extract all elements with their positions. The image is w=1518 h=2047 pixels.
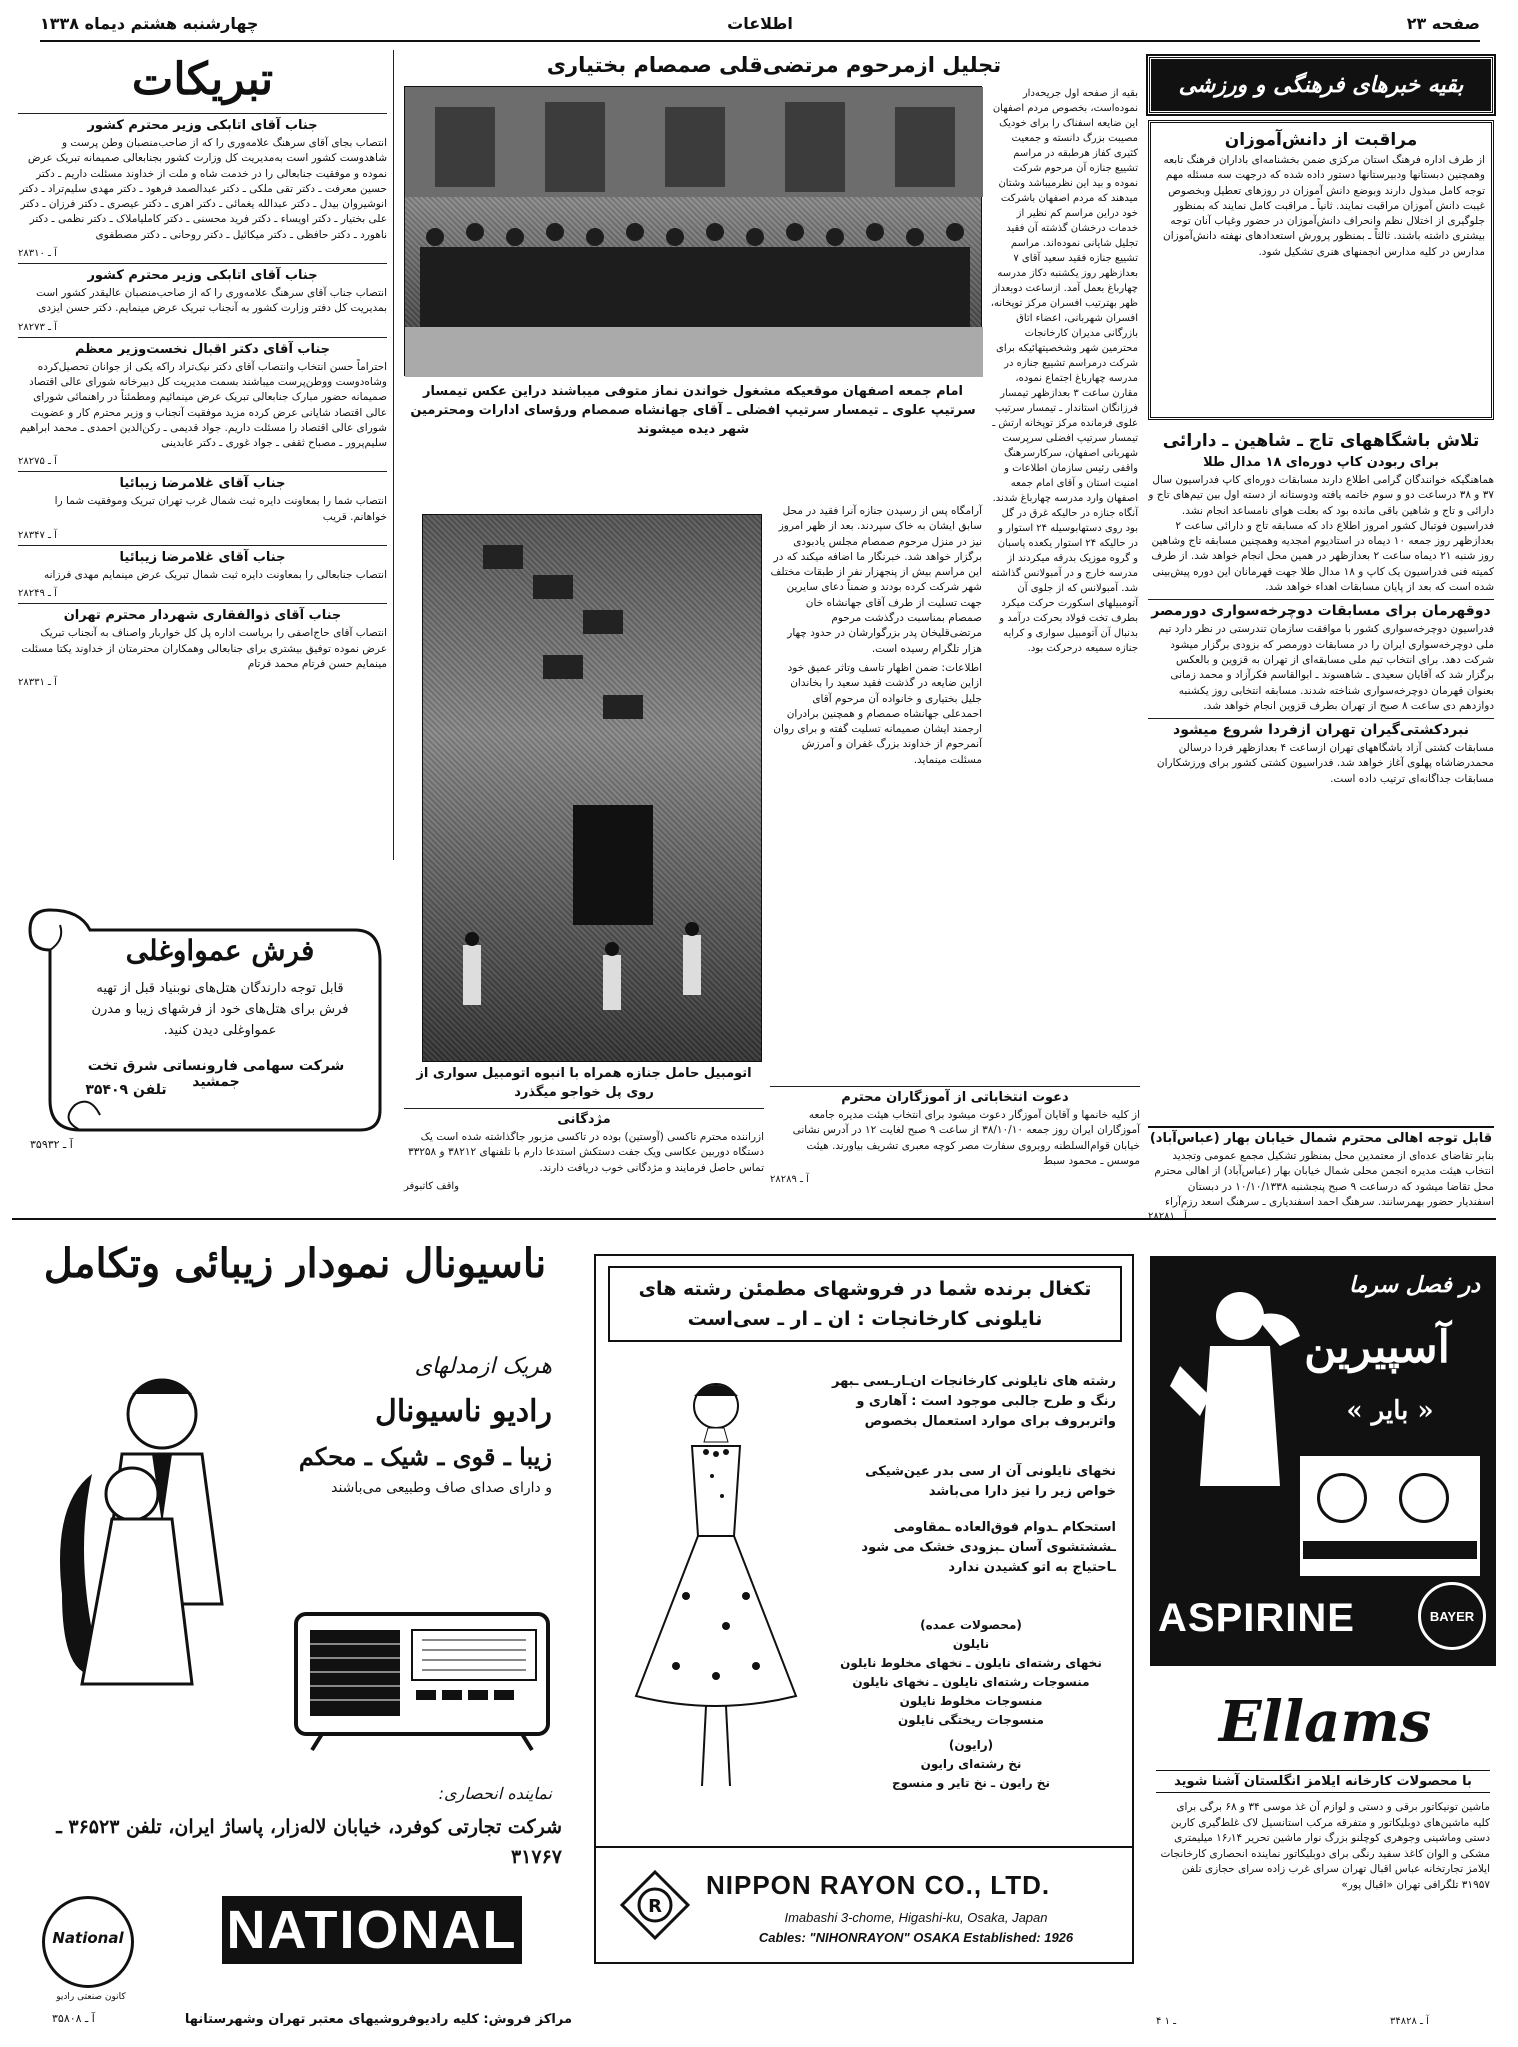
ellams-code-left: ۴ ـ ۱ <box>1156 2016 1177 2027</box>
list-item: منسوجات رشته‌ای نایلون ـ نخهای نایلون <box>852 1675 1090 1689</box>
funeral-photo-2-caption: اتومبیل حامل جنازه همراه با انبوه اتومبیل سواری از روی پل خواجو میگذرد <box>416 1066 752 1100</box>
nippon-cables: Cables: "NIHONRAYON" OSAKA Established: 1926 <box>758 1930 1074 1945</box>
national-headline: ناسیونال نمودار زیبائی وتکامل <box>43 1240 547 1287</box>
aspirin-brand: ASPIRINE <box>1158 1596 1355 1640</box>
list-item: نخ رایون ـ نخ تایر و منسوج <box>892 1776 1050 1790</box>
congrats-item: جناب آقای اتابکی وزیر محترم کشور انتصاب جناب آقای سرهنگ علامه‌وری را که از صاحب‌منصبان عالیقدر کشور است بمدیریت کل دفتر وزارت کشور به آنجناب تبریک عرض مینمایم. دکتر حسن ایزدی آ ـ ۲۸۲۷۳ <box>18 268 387 333</box>
aspirin-ad <box>1150 1256 1496 1666</box>
aspirin-season: در فصل سرما <box>1348 1272 1480 1298</box>
national-code: آ ـ ۳۵۸۰۸ <box>52 2012 95 2025</box>
national-logo-sub: کانون صنعتی رادیو <box>56 1992 126 2002</box>
nippon-p2: نخهای نایلونی آن ار سی بدر عین‌شیکی خواص زیر را نیز دارا می‌باشد <box>865 1464 1116 1499</box>
national-line4: و دارای صدای صاف وطبیعی می‌باشند <box>331 1480 552 1496</box>
congrats-column <box>12 50 394 860</box>
list-item: نخ رشته‌ای رایون <box>920 1757 1022 1771</box>
crowd-illustration <box>405 87 983 377</box>
culture-sports-column: تلاش باشگاههای تاج ـ شاهین ـ دارائی برای ربودن کاپ دوره‌ای ۱۸ مدال طلا هماهنگیکه خوانندگان گرامی اطلاع دارند مسابقات دوره‌ای کاپ فدراسیون سال ۳۷ و ۳۸ درساعت دو و سوم خاتمه یافته ودوستانه از دسته اول بین تیم‌های تاج و دارائی و تاج و شاهین باقی مانده بود که بعلت هوای نامساعد انجام نشد. فدراسیون فوتبال کشور امروز اطلاع داد که مسابقه تاج و دارائی ساعت ۲ بعدازظهر روز جمعه ۱۰ دیماه در استادیوم امجدیه وهمچنین مسابقه تاج وشاهین روز شنبه ۲۱ دیماه ساعت ۲ بعدازظهر در همین محل انجام خواهد شد. از طرف کمیته فنی فدراسیون یک کاپ و ۱۸ مدال طلا جهت قهرمانان این دوره پیش‌بینی شده است که بعد از پایان مسابقات اهداء خواهد شد. دوقهرمان برای مسابقات دوچرخه‌سواری دورمصر فدراسیون دوچرخه‌سواری کشور با موافقت سازمان تندرستی در نظر دارد تیم ملی دوچرخه‌سواری ایران را در مسابقات دورمصر که بزودی برگزار میشود شرکت دهد. برای انتخاب تیم ملی مسابقه‌ای از تهران به قزوین و بالعکس برگزار شد که آقایان سعیدی ـ شاهسوند ـ ابوالقاسم فکرآزاد و محمد زمانی بعنوان قهرمان دوچرخه‌سواری شناخته شدند. مسابقه انتخابی روز یکشنبه دوازدهم دی ساعت ۸ صبح از تهران بطرف قزوین انجام خواهد شد. نبردکشتی‌گیران تهران ازفردا شروع میشود مسابقات کشتی آزاد باشگاههای تهران ازساعت ۴ بعدازظهر فردا درسالن محمدرضاشاه پهلوی آغاز خواهد شد. فدراسیون کشتی کشور برای ورزشکاران مسابقات جداگانه‌ای ترتیب داده است. <box>1148 431 1494 785</box>
nippon-company: NIPPON RAYON CO., LTD. <box>706 1870 1051 1900</box>
election-notice: دعوت انتخاباتی از آموزگاران محترم از کلیه خانمها و آقایان آموزگار دعوت میشود برای انتخاب هیئت مدیره جامعه آموزگاران ایران روز جمعه ۳۸/۱۰/۱۰ از ساعت ۹ صبح لغایت ۱۲ در آدرس نشانی خیابان قوام‌السلطنه روبروی سفارت مصر کوچه معبری تشریف بیاورند. هیئت موسس ـ محمود سبط آ ـ ۲۸۲۸۹ <box>770 1086 1140 1210</box>
aspirin-bayer: « بایر » <box>1346 1396 1434 1426</box>
nippon-products <box>826 1616 1116 1793</box>
congrats-item: جناب آقای اتابکی وزیر محترم کشور انتصاب بجای آقای سرهنگ علامه‌وری را که از صاحب‌منصبان وطن پرست و شاهدوست کشور است به‌مدیریت کل وزارت کشور بجنابعالی صمیمانه تبریک عرض نموده و موفقیت جنابعالی را در خدمت شاه و ملت از خداوند مسئلت داریم ـ دکتر حسین معرفت ـ دکتر تقی ملکی ـ دکتر عبدالصمد فرهود ـ دکتر مهدی سلیم‌تراد ـ دکتر انوشیروان بیدل ـ دکتر عبدالله یغمائی ـ دکتر اهری ـ دکتر عیصری ـ دکتر فرزان ـ دکتر علی بختیار ـ دکتر اویساء ـ دکتر فرید محسنی ـ دکتر کاملیاملاک ـ دکتر نظمی ـ دکتر ناهورد ـ دکتر حافظی ـ دکتر میکائیل ـ دکتر روحانی ـ دکتر مصطفوی آ ـ ۲۸۳۱۰ <box>18 118 387 260</box>
list-item: منسوجات مخلوط نایلون <box>899 1694 1043 1708</box>
svg-text:R: R <box>648 1896 662 1917</box>
national-dealers: مراکز فروش: کلیه رادیوفروشیهای معتبر تهران وشهرستانها <box>184 2012 572 2027</box>
nippon-rayon-heading: (رایون) <box>948 1738 994 1752</box>
funeral-headline: تجلیل ازمرحوم مرتضی‌قلی صمصام بختیاری <box>546 53 1002 77</box>
carpet-ad-code: آ ـ ۳۵۹۳۲ <box>30 1138 73 1151</box>
nippon-headline: تکغال برنده شما در فروشهای مطمئن رشته های نایلونی کارخانجات : ان ـ ار ـ سی‌است <box>608 1266 1122 1342</box>
nippon-intro: رشته های نایلونی کارخانجات ان‌ـار‌ـسی ‌ـبهر رنگ و طرح جالبی موجود است : آهاری و واتربروف برای موارد استعمال بخصوص <box>831 1374 1116 1429</box>
funeral-side-text: بقیه از صفحه اول جریحه‌دار نموده‌است، بخصوص مردم اصفهان این ضایعه اسفناک را برای خودیک مصیبت بزرگ دانسته و جمعیت کثیری کفاز هرطبقه در مراسم تشییع جنازه آن مرحوم شرکت نموده و بید این نظرمیباشد وشتان میدهند که مردم اصفهان باشرکت خود دراین مراسم کم نظیر از خدمات درخشان گذشته آن فقید تجلیل شایانی نموده‌اند. مراسم تشییع جنازه فقید سعید آقای ۷ بعدازظهر روز یکشنبه دکاز مدرسه چهارباغ بعمل آمد. ازساعت دوبعداز ظهر بهترتیب افسران مرکز توپخانه، افسران شهربانی، اعضاء اتاق بازرگانی مدیران کارخانجات محترمین شهر وشخصیتهائیکه برای شرکت درمراسم تشییع جنازه در مدرسه چهارباغ اجتماع نموده، مقارن ساعت ۳ بعدازظهر تیمسار فرزانگان استاندار ـ تیمسار سرتیپ علوی فرمانده مرکز توپخانه ارتش ـ تیمسار سرتیپ افضلی سرپرست شهربانی اصفهان، سرکارسرهنگ واقفی رئیس سازمان اطلاعات و امنیت استان و آقای امام جمعه اصفهان وارد مدرسه چهارباغ شدند. آنگاه جنازه در حالیکه غرق در گل بود روی دستهابوسیله ۲۴ استوار و در حالیکه ۲۴ استوار یکعده پاسبان و گروه موزیک بدرقه میکردند از مدرسه خارج و در آمبولانس گذاشته شد. آمبولانس که از جلوی آن آتومبیلهای اسکورت حرکت میکرد بطرف تخت فولاد بحرکت درآمد و بدنبال آن آتومبیل سواری و کرایه جنازه سمیعه درحرکت بود. <box>990 88 1138 654</box>
ellams-body: ماشین تونیکاتور برقی و دستی و لوازم آن غذ موسی ۳۴ و ۶۸ برگی برای کلیه ماشین‌های دوبلیکاتور و متفرقه مرکب استانسیل لاک غلط‌گیری کاربن دستی وماشینی وجوهری کوچلنو بزرگ نوار ماشین تحریر ۱۶٫۱۴ میلیمتری مشکی و الوان کاغذ سفید ‌رنگی برای دوبلیکاتور نماینده انحصاری کارخانجات ایلامز تجارتخانه عباس اقبال تهران سرای غرب زاده سرای حجازی تلفن ۳۱۹۵۷ تلگرافی تهران «اقبال پور» <box>1160 1801 1490 1891</box>
funeral-mid-text: آرامگاه پس از رسیدن جنازه آنرا فقید در محل سابق ایشان به خاک سپردند. بعد از ظهر امروز نیز در منزل مرحوم صمصام مجلس یادبودی برگزار خواهد شد. خبرنگار ما اضافه میکند که در این مراسم بیش از پنجهزار نفر از طبقات مختلف شهر شرکت کرده بودند و ضمناً دعای سایرین جهت تسلیت از طرف آقای جهانشاه خان صمصام بمناسبت درگذشت مرحوم مرتضی‌قلیخان پدر بزرگوارشان در حدود چهار هزار تلگرام رسیده است. اطلاعات: ضمن اظهار تاسف وتاثر عمیق خود ازاین ضایعه در گذشت فقید سعید را بخاندان جلیل بختیاری و خانواده آن مرحوم آقای احمدعلی جهانشاه صمصام و همچنین برادران ارجمند ایشان صمیمانه تسلیت گفته و برای روان آنمرحوم از خداوند بزرگ غفران و آمرزش مسئلت مینماید. <box>770 505 982 766</box>
carpet-ad-body: قابل توجه دارندگان هتل‌های نوبنیاد قبل از تهیه فرش برای هتل‌های خود از فرشهای زیبا و مدرن عمواوغلی دیدن کنید. <box>91 981 349 1038</box>
aspirin-name: آسپیرین <box>1304 1322 1450 1373</box>
package-stripe <box>1303 1541 1477 1559</box>
list-item: نخهای رشته‌ای نایلون ـ نخهای مخلوط نایلون <box>840 1656 1102 1670</box>
funeral-photo-1-caption: امام جمعه اصفهان موقعیکه مشغول خواندن نماز متوفی میباشند دراین عکس تیمسار سرتیپ علوی ـ تیمسار سرتیپ افضلی ـ آقای جهانشاه صمصام ورؤسای ادارات ومحترمین شهر دیده میشوند <box>410 384 976 437</box>
national-rep: نماینده انحصاری: <box>438 1784 552 1803</box>
couple-illustration <box>52 1344 282 1704</box>
carpet-ad-company: شرکت سهامی فارونساتی شرق تخت جمشید <box>87 1058 345 1090</box>
nippon-address: Imabashi 3-chome, Higashi-ku, Osaka, Japan <box>784 1910 1048 1925</box>
paper-name: اطلاعات <box>727 14 793 33</box>
dress-model-illustration <box>616 1366 816 1806</box>
section-divider <box>12 1218 1496 1220</box>
page-number: صفحه ۲۳ <box>1406 14 1480 33</box>
neighborhood-notice: قابل توجه اهالی محترم شمال خیابان بهار (عباس‌آباد) بنابر تقاضای عده‌ای از معتمدین محل بمنظور تشکیل مجمع عمومی وتجدید انتخاب هیئت مدیره انجمن محلی شمال خیابان بهار (عباس‌آباد) از اهالی محترم محل تقاضا میشود که درساعت ۹ صبح پنجشنبه ۱۰/۱۰/۱۳۳۸ در دبستان اسفندیار حضور بهمرسانند. سرهنگ احمد اسفندیاری ـ سرهنگ اسعد رزم‌آراء آ ـ ۲۸۲۸۱ <box>1148 1126 1494 1216</box>
lost-notice: مژدگانی ازراننده محترم تاکسی (آوستین) بوده در تاکسی مزبور جاگذاشته شده است یک دستگاه دوربین عکاسی ویک جفت دستکش استدعا دارم با تلفنهای ۳۸۲۱۲ و ۳۳۲۵۸ تماس حاصل فرمایند و مژدگانی خوب دریافت دارند. واقف کاتبوفر <box>404 1108 764 1210</box>
bayer-cross-text: BAYER <box>1429 1609 1475 1624</box>
aspirin-bayer-cross <box>1418 1582 1486 1650</box>
nippon-footer <box>596 1846 1132 1962</box>
congrats-item: جناب آقای غلامرضا زیبائیا انتصاب شما را بمعاونت دایره ثبت شمال غرب تهران تبریک وموفقیت شما را خواهانم. قریب آ ـ ۲۸۳۴۷ <box>18 476 387 542</box>
culture-boxed-story: مراقبت از دانش‌آموزان از طرف اداره فرهنگ استان مرکزی ضمن بخشنامه‌ای باداران فرهنگ تابعه وهمچنین دبستانها ودبیرستانها دستور داده شده که درجهت سه مسئله مهم توجه کامل مبذول دارند وبوضع دانش آموزان در روزهای تعطیل وبخصوص غیبت دانش آموزان مراقبت نمایند. ثانیاً ـ مراقبت کامل نمایند که بمنظور جلوگیری از اختلال نظم وانحراف دانش‌آموزان در حضور وغیاب آنان توجه بیشتری داشته باشند. ثالثاً ـ بمنظور پرورش استعدادهای نهفته دانش‌آموزان مدارس در کلیه مدارس انجمنهای هنری تشکیل شود. <box>1148 120 1494 420</box>
nippon-products-heading: (محصولات عمده) <box>920 1618 1022 1632</box>
carpet-ad-title: فرش عمواوغلی <box>125 934 315 967</box>
issue-date: چهارشنبه هشتم دیماه ۱۳۳۸ <box>40 14 259 33</box>
nippon-ad <box>594 1254 1134 1964</box>
national-line3: زیبا ـ قوی ـ شیک ـ محکم <box>298 1442 552 1471</box>
list-item: منسوجات ریختگی نایلون <box>898 1713 1044 1727</box>
national-line2: رادیو ناسیونال <box>375 1394 552 1429</box>
national-ad <box>12 1224 578 2036</box>
nippon-p3: استحکام ـدوام فوق‌العاده ـمقاومی ـششتشوی آسان ـبزودی خشک می شود ـاحتیاج به اتو کشیدن ندارد <box>861 1520 1116 1575</box>
congrats-item: جناب آقای دکتر اقبال نخست‌وزیر معظم احتراماً حسن انتخاب وانتصاب آقای دکتر نیک‌تراد راکه یکی از جوانان تحصیل‌کرده وشاه‌دوست ووطن‌پرست میباشند بسمت مدیریت کل دبیرخانه شورای عالی اقتصاد صمیمانه حضور مبارک جنابعالی تبریک عرض مینمائیم ومطمئناً در راهنمائی شورای عالی اقتصاد شایانی عرض کرده مزید موفقیت آنجناب و وزیر محترم کار و عضویت شورای عالی اقتصاد را مسئلت داریم. جواد قدیمی ـ رکن‌الدین احمدی ـ محمد ابراهیم سلیم‌پرور ـ مصباح ثقفی ـ جواد غوری ـ دکتر عابدینی آ ـ ۲۸۲۷۵ <box>18 341 387 468</box>
national-logo <box>42 1896 134 1988</box>
bayer-cross-icon <box>1399 1473 1449 1523</box>
aspirin-package <box>1300 1456 1480 1576</box>
page-header <box>40 10 1480 42</box>
radio-illustration <box>292 1604 552 1754</box>
congrats-item: جناب آقای غلامرضا زیبائیا انتصاب جنابعالی را بمعاونت دایره ثبت شمال تبریک عرض مینمایم مهدی فرزانه آ ـ ۲۸۲۴۹ <box>18 550 387 600</box>
ellams-logo: Ellams <box>1218 1689 1432 1755</box>
carpet-ad-phone: تلفن ۳۵۴۰۹ <box>85 1082 167 1098</box>
ellams-intro: با محصولات کارخانه ایلامز انگلستان آشنا شوید <box>1156 1770 1490 1793</box>
carpet-ad <box>20 870 390 1160</box>
national-company: شرکت تجارتی کوفرد، خیابان لاله‌زار، پاساژ ایران، تلفن ۳۶۵۲۳ ـ ۳۱۷۶۷ <box>56 1816 562 1868</box>
ellams-code: آ ـ ۳۴۸۲۸ <box>1390 2016 1429 2027</box>
nippon-rayon-logo-icon <box>620 1870 690 1940</box>
national-brand: NATIONAL <box>222 1896 522 1964</box>
bayer-cross-icon <box>1317 1473 1367 1523</box>
motorcade-illustration <box>423 515 763 1063</box>
funeral-photo-1 <box>404 86 982 376</box>
national-line1: هریک ازمدلهای <box>414 1354 552 1379</box>
sick-man-illustration <box>1160 1276 1310 1506</box>
national-logo-text: National <box>52 1929 124 1947</box>
congrats-item: جناب آقای ذوالفقاری شهردار محترم تهران انتصاب آقای حاج‌اصفی را بریاست اداره پل کل خواربار واصناف به آنجناب تبریک عرض نموده توفیق بیشتری برای جنابعالی وهمکاران محترمتان از خداوند یکتا مسئلت مینمایم حسن فرتام محمد فرتام آ ـ ۲۸۳۳۱ <box>18 608 387 689</box>
congrats-title: تبریکات <box>131 54 274 105</box>
funeral-photo-2 <box>422 514 762 1062</box>
nippon-nylon-heading: نایلون <box>952 1637 990 1651</box>
ellams-ad <box>1150 1678 1496 2036</box>
culture-banner: بقیه خبرهای فرهنگی و ورزشی <box>1148 56 1494 114</box>
